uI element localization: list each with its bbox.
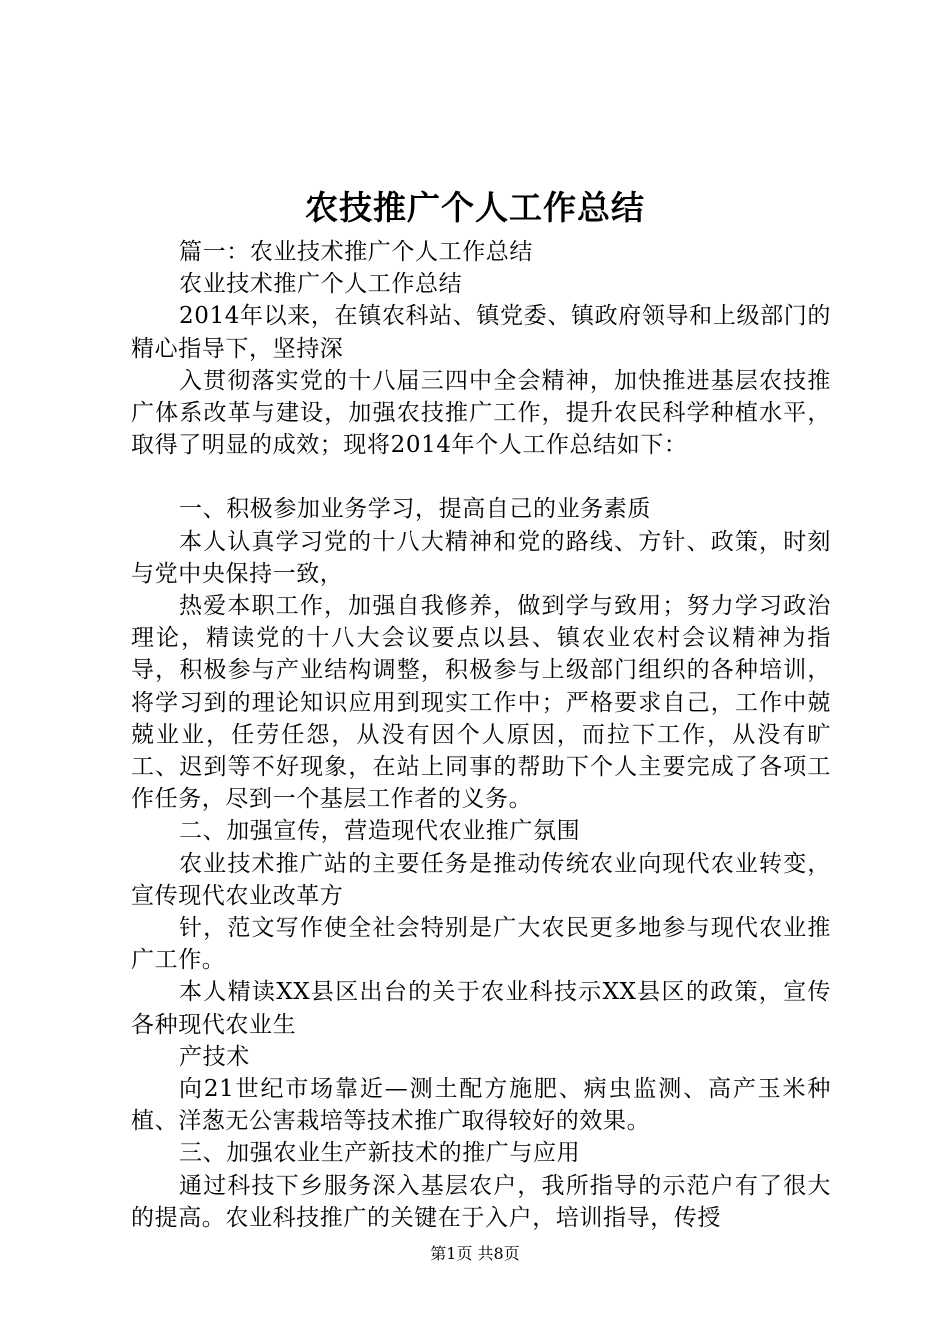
body-paragraph: 2014年以来，在镇农科站、镇党委、镇政府领导和上级部门的精心指导下，坚持深: [131, 303, 831, 362]
body-paragraph: 农业技术推广站的主要任务是推动传统农业向现代农业转变，宣传现代农业改革方: [131, 850, 831, 909]
body-paragraph: 针，范文写作使全社会特别是广大农民更多地参与现代农业推广工作。: [131, 915, 831, 974]
section-heading: 篇一：农业技术推广个人工作总结: [179, 239, 533, 265]
body-paragraph: 产技术: [179, 1043, 250, 1070]
page-number-footer: 第1页 共8页: [430, 1244, 520, 1263]
document-body: [131, 236, 831, 1234]
body-paragraph: 本人精读XX县区出台的关于农业科技示XX县区的政策，宣传各种现代农业生: [131, 979, 831, 1038]
body-paragraph: 向21世纪市场靠近—测土配方施肥、病虫监测、高产玉米种植、洋葱无公害栽培等技术推广取得较好的效果。: [131, 1076, 831, 1135]
blank-line: [131, 461, 831, 493]
document-title: 农技推广个人工作总结: [305, 188, 645, 227]
body-paragraph: 本人认真学习党的十八大精神和党的路线、方针、政策，时刻与党中央保持一致，: [131, 528, 831, 587]
article-subtitle: 农业技术推广个人工作总结: [179, 271, 463, 298]
body-paragraph: 热爱本职工作，加强自我修养，做到学与致用；努力学习政治理论，精读党的十八大会议要点以县、镇农业农村会议精神为指导，积极参与产业结构调整，积极参与上级部门组织的各种培训，将学习到的理论知识应用到现实工作中；严格要求自己，工作中兢兢业业，任劳任怨，从没有因个人原因，而拉下工作，从没有旷工、迟到等不好现象，在站上同事的帮助下个人主要完成了各项工作任务，尽到一个基层工作者的义务。: [131, 593, 831, 813]
body-paragraph: 入贯彻落实党的十八届三四中全会精神，加快推进基层农技推广体系改革与建设，加强农技推广工作，提升农民科学种植水平，取得了明显的成效；现将2014年个人工作总结如下：: [131, 367, 831, 459]
section-heading: 一、积极参加业务学习，提高自己的业务素质: [179, 496, 651, 523]
section-heading: 三、加强农业生产新技术的推广与应用: [179, 1140, 581, 1167]
body-paragraph: 通过科技下乡服务深入基层农户，我所指导的示范户有了很大的提高。农业科技推广的关键在于入户，培训指导，传授: [131, 1172, 831, 1231]
section-heading: 二、加强宣传，营造现代农业推广氛围: [179, 818, 581, 845]
